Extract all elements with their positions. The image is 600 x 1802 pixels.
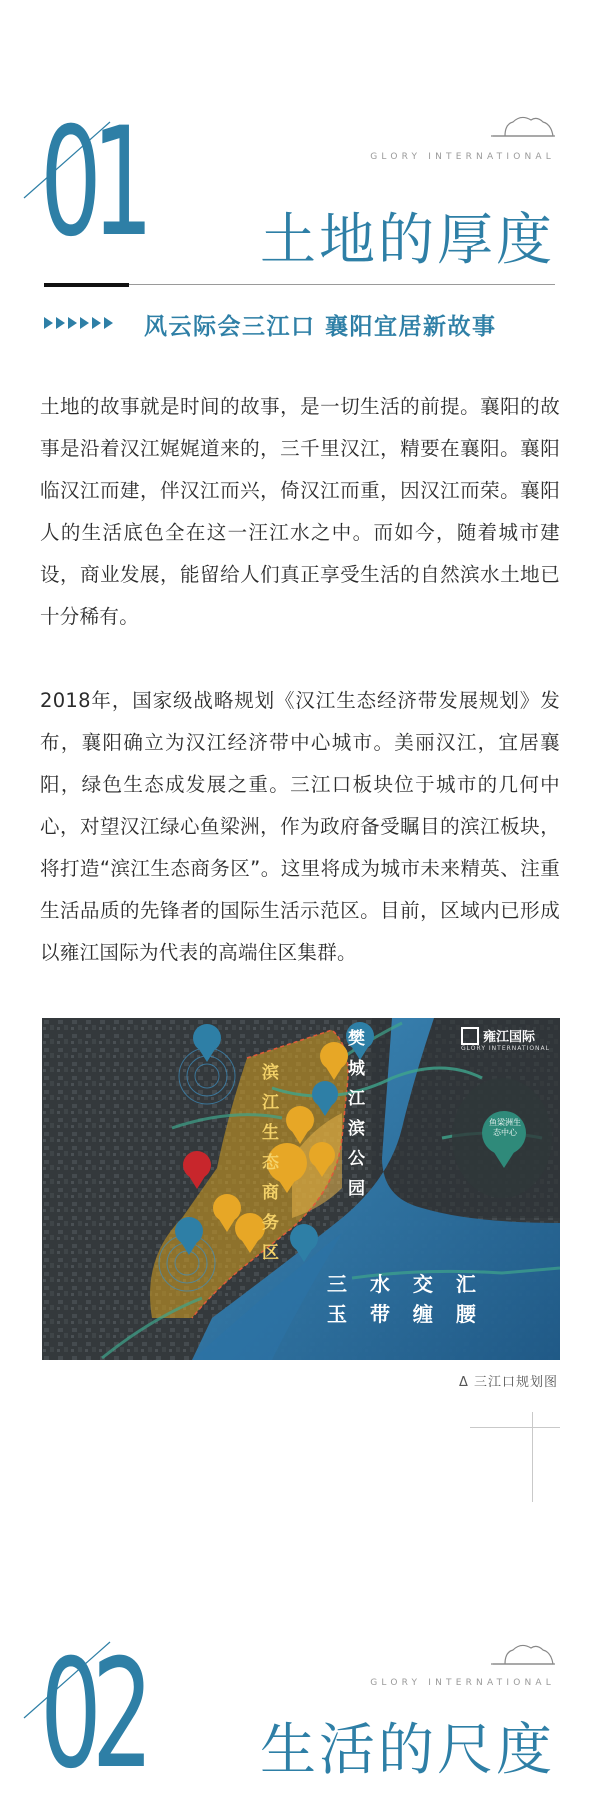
pin-blue-station — [193, 1024, 221, 1062]
section-number: 02 — [40, 1628, 144, 1802]
map-brand-logo: 雍江国际 GLORY INTERNATIONAL — [461, 1026, 550, 1052]
paragraph-1: 土地的故事就是时间的故事，是一切生活的前提。襄阳的故事是沿着汉江娓娓道来的，三千里汉江，精要在襄阳。襄阳临汉江而建，伴汉江而兴，倚汉江而重，因汉江而荣。襄阳人的生活底色全在这一汪江水之中。而如今，随着城市建设，商业发展，能留给人们真正享受生活的自然滨水土地已十分稀有。 — [40, 395, 560, 628]
paragraph-2: 2018年，国家级战略规划《汉江生态经济带发展规划》发布，襄阳确立为汉江经济带中心城市。美丽汉江，宜居襄阳，绿色生态成发展之重。三江口板块位于城市的几何中心，对望汉江绿心鱼梁洲，作为政府备受瞩目的滨江板块，将打造“滨江生态商务区”。这里将成为城市未来精英、注重生活品质的先锋者的国际生活示范区。目前，区域内已形成以雍江国际为代表的高端住区集群。 — [40, 689, 560, 964]
section-title: 土地的厚度 — [260, 208, 555, 273]
pin-blue-riverside — [290, 1224, 318, 1262]
pin-orange-6 — [235, 1213, 265, 1253]
pin-orange-2 — [286, 1106, 314, 1144]
decorative-line-vertical — [532, 1412, 533, 1502]
cloud-logo-icon — [491, 1640, 555, 1666]
section-title: 生活的尺度 — [260, 1718, 555, 1783]
map-slogan-2: 玉 带 缠 腰 — [327, 1302, 484, 1326]
brand-label: GLORY INTERNATIONAL — [370, 152, 555, 162]
map-slogan-1: 三 水 交 汇 — [327, 1272, 484, 1296]
decorative-line-horizontal — [470, 1427, 560, 1428]
arrow-bullets-icon — [44, 317, 113, 331]
section-subtitle: 风云际会三江口 襄阳宜居新故事 — [144, 314, 497, 340]
divider-thick — [44, 283, 129, 287]
map-caption: Δ 三江口规划图 — [458, 1375, 558, 1390]
planning-map — [42, 1018, 560, 1360]
cloud-logo-icon — [491, 112, 555, 138]
pin-orange-1 — [320, 1042, 348, 1080]
brand-square-icon — [461, 1027, 479, 1045]
pin-red-hospital — [183, 1151, 211, 1189]
pin-blue-plaza — [175, 1217, 203, 1255]
zone-label-right: 樊 城 江 滨 公 园 — [348, 1029, 365, 1199]
pin-orange-4 — [309, 1142, 335, 1177]
pin-green-label: 鱼梁洲生态中心 — [489, 1118, 521, 1137]
subtitle-row — [44, 308, 556, 338]
zone-label-left: 滨 江 生 态 商 务 区 — [262, 1063, 279, 1263]
pin-blue-creative — [312, 1081, 338, 1116]
brand-label: GLORY INTERNATIONAL — [370, 1678, 555, 1688]
section-number: 01 — [40, 96, 144, 270]
